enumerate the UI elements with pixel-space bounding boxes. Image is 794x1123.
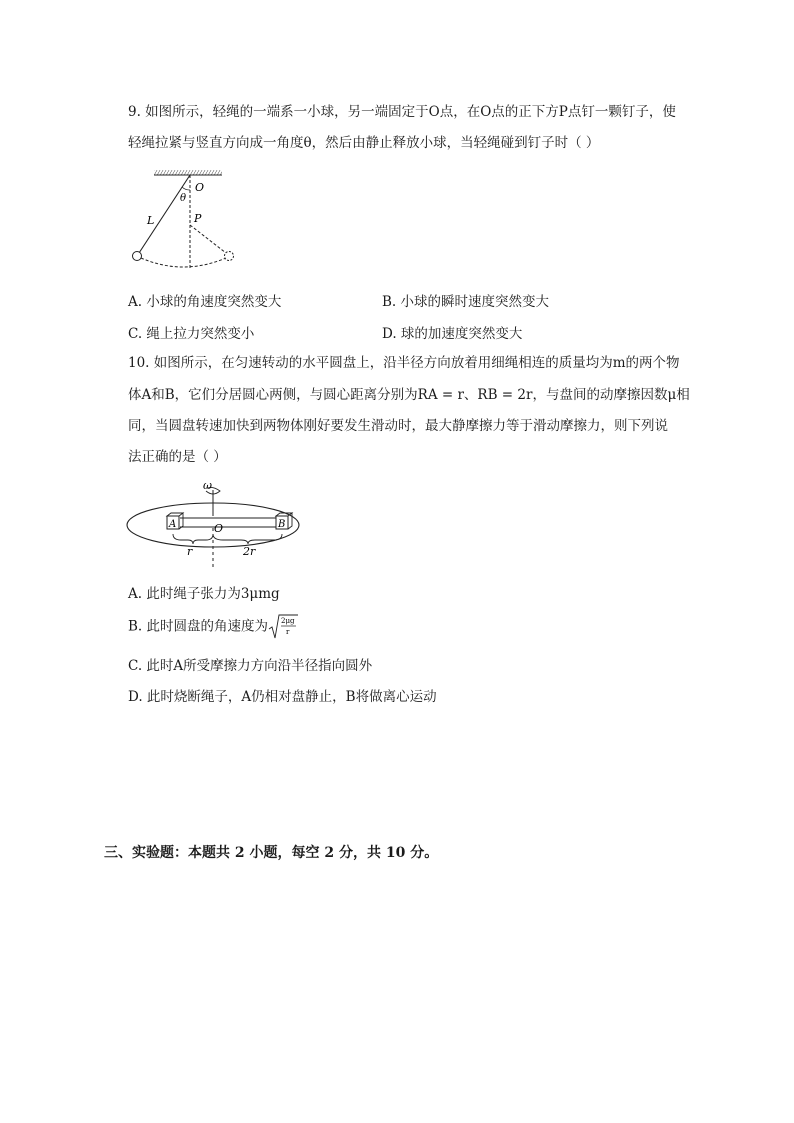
q10-disk-figure xyxy=(126,478,304,570)
fraction-denominator: r xyxy=(286,628,290,636)
q9-stem-line1: 9. 如图所示，轻绳的一端系一小球，另一端固定于O点，在O点的正下方P点钉一颗钉子，使 xyxy=(128,104,676,120)
q9-option-d[interactable]: D. 球的加速度突然变大 xyxy=(382,326,523,342)
label-r: r xyxy=(187,545,193,558)
fraction-numerator: 2μg xyxy=(281,617,295,625)
short-rope xyxy=(190,225,226,253)
brace-r xyxy=(173,534,213,544)
q10-stem-line3: 同，当圆盘转速加快到两物体刚好要发生滑动时，最大静摩擦力等于滑动摩擦力，则下列说 xyxy=(128,418,668,434)
q9-option-c[interactable]: C. 绳上拉力突然变小 xyxy=(128,326,255,342)
ball-final xyxy=(225,252,234,261)
sqrt-expression xyxy=(268,614,298,640)
q9-stem-line2: 轻绳拉紧与竖直方向成一角度θ，然后由静止释放小球，当轻绳碰到钉子时（ ） xyxy=(128,135,600,151)
q10-stem-line1: 10. 如图所示，在匀速转动的水平圆盘上，沿半径方向放着用细绳相连的质量均为m的两个物 xyxy=(128,355,680,371)
q9-option-a[interactable]: A. 小球的角速度突然变大 xyxy=(128,294,282,310)
label-B: B xyxy=(278,519,286,530)
q10-stem-line2: 体A和B，它们分居圆心两侧，与圆心距离分别为RA = r、RB = 2r，与盘间的动摩擦因数μ相 xyxy=(128,387,690,403)
swing-arc xyxy=(141,258,226,267)
q10-option-a[interactable]: A. 此时绳子张力为3μmg xyxy=(128,586,280,602)
label-theta: θ xyxy=(180,193,187,204)
label-P: P xyxy=(194,212,202,225)
label-A: A xyxy=(169,519,177,530)
q10-option-d[interactable]: D. 此时烧断绳子，A仍相对盘静止，B将做离心运动 xyxy=(128,689,437,705)
label-omega: ω xyxy=(203,479,212,492)
brace-2r xyxy=(213,534,282,544)
label-2r: 2r xyxy=(243,545,256,558)
q9-option-b[interactable]: B. 小球的瞬时速度突然变大 xyxy=(382,294,550,310)
q10-stem-line4: 法正确的是（ ） xyxy=(128,449,227,465)
q10-option-c[interactable]: C. 此时A所受摩擦力方向沿半径指向圆外 xyxy=(128,658,373,674)
q10-option-b-text: B. 此时圆盘的角速度为 xyxy=(128,618,269,635)
q9-pendulum-figure xyxy=(128,168,248,270)
ceiling-hatch xyxy=(154,170,222,175)
label-O: O xyxy=(195,181,205,194)
ball-initial xyxy=(133,252,142,261)
label-O: O xyxy=(214,522,224,535)
label-L: L xyxy=(147,214,155,227)
section-3-heading: 三、实验题：本题共 2 小题，每空 2 分，共 10 分。 xyxy=(104,845,439,861)
q10-option-b[interactable] xyxy=(128,614,298,640)
